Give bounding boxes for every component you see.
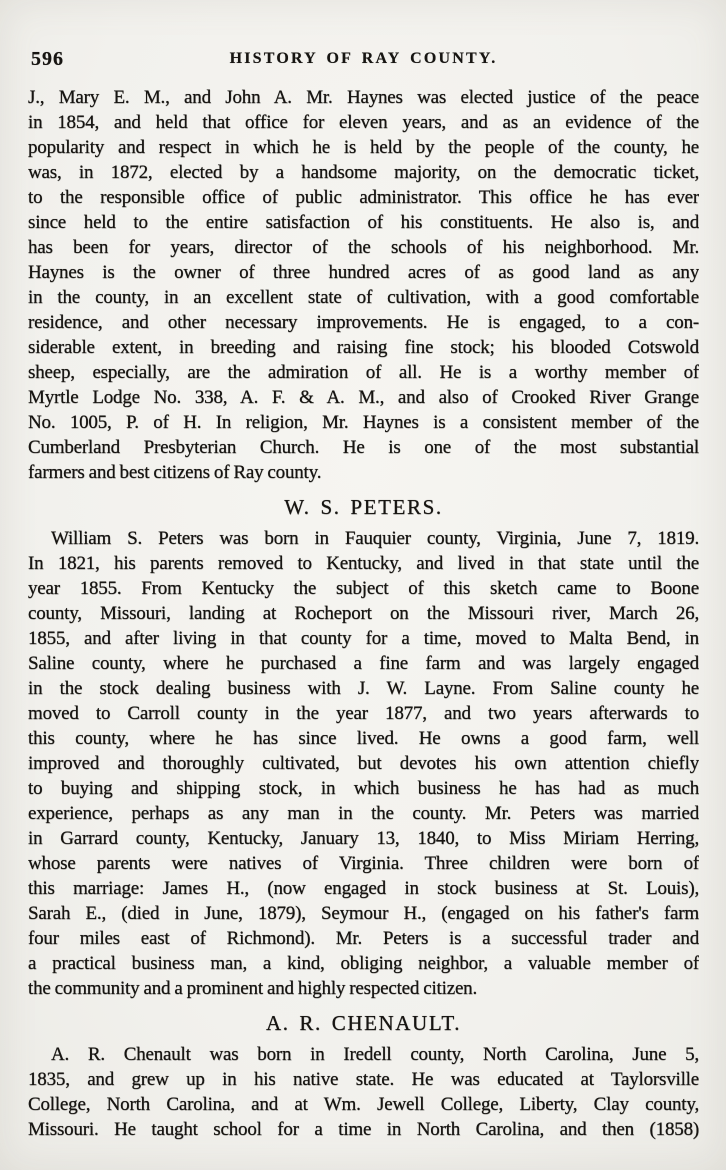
text-line: has been for years, director of the schools of his neighborhood. Mr. — [28, 237, 699, 258]
text-line: Sarah E., (died in June, 1879), Seymour H., (engaged on his father's farm — [28, 903, 699, 924]
text-line: in the county, in an excellent state of cultivation, with a good comfortable — [28, 287, 699, 308]
text-line: a practical business man, a kind, obliging neighbor, a valuable member of — [28, 953, 699, 974]
text-line: siderable extent, in breeding and raising fine stock; his blooded Cotswold — [28, 337, 699, 358]
text-line: In 1821, his parents removed to Kentucky, and lived in that state until the — [28, 553, 699, 574]
paragraph — [28, 526, 699, 1001]
text-line: the community and a prominent and highly respected citizen. — [28, 978, 478, 999]
text-line: in the stock dealing business with J. W. Layne. From Saline county he — [28, 678, 699, 699]
text-line: College, North Carolina, and at Wm. Jewell College, Liberty, Clay county, — [28, 1094, 699, 1115]
text-line: to buying and shipping stock, in which business he has had as much — [28, 778, 699, 799]
page-body — [28, 85, 699, 1142]
text-line: in Garrard county, Kentucky, January 13, 1840, to Miss Miriam Herring, — [28, 828, 699, 849]
paragraph — [28, 1042, 699, 1142]
text-line: improved and thoroughly cultivated, but devotes his own attention chiefly — [28, 753, 699, 774]
text-line: whose parents were natives of Virginia. Three children were born of — [28, 853, 699, 874]
text-line: J., Mary E. M., and John A. Mr. Haynes was elected justice of the peace — [28, 87, 699, 108]
text-line: 1855, and after living in that county for a time, moved to Malta Bend, in — [28, 628, 699, 649]
text-line: in 1854, and held that office for eleven years, and as an evidence of the — [28, 112, 699, 133]
paragraph — [28, 85, 699, 485]
text-line: Missouri. He taught school for a time in North Carolina, and then (1858) — [28, 1119, 699, 1140]
text-line: popularity and respect in which he is held by the people of the county, he — [28, 137, 699, 158]
text-line: experience, perhaps as any man in the county. Mr. Peters was married — [28, 803, 699, 824]
text-line: year 1855. From Kentucky the subject of this sketch came to Boone — [28, 578, 699, 599]
text-line: residence, and other necessary improvements. He is engaged, to a con- — [28, 312, 699, 333]
section-heading: A. R. CHENAULT. — [265, 1011, 462, 1035]
text-line: Saline county, where he purchased a fine farm and was largely engaged — [28, 653, 699, 674]
text-line: moved to Carroll county in the year 1877, and two years afterwards to — [28, 703, 699, 724]
page-number: 596 — [31, 48, 64, 70]
running-head — [28, 48, 699, 70]
text-line: 1835, and grew up in his native state. He was educated at Taylorsville — [28, 1069, 699, 1090]
section-heading: W. S. PETERS. — [284, 495, 443, 519]
text-line: William S. Peters was born in Fauquier county, Virginia, June 7, 1819. — [51, 528, 699, 549]
running-title: HISTORY OF RAY COUNTY. — [229, 50, 498, 67]
text-line: this marriage: James H., (now engaged in stock business at St. Louis), — [28, 878, 699, 899]
text-line: to the responsible office of public administrator. This office he has ever — [28, 187, 699, 208]
text-line: was, in 1872, elected by a handsome majority, on the democratic ticket, — [28, 162, 699, 183]
text-line: No. 1005, P. of H. In religion, Mr. Haynes is a consistent member of the — [28, 412, 699, 433]
text-line: Myrtle Lodge No. 338, A. F. & A. M., and also of Crooked River Grange — [28, 387, 699, 408]
text-line: Cumberland Presbyterian Church. He is one of the most substantial — [28, 437, 699, 458]
text-line: county, Missouri, landing at Rocheport on the Missouri river, March 26, — [28, 603, 699, 624]
text-line: since held to the entire satisfaction of his constituents. He also is, and — [28, 212, 699, 233]
text-line: A. R. Chenault was born in Iredell county, North Carolina, June 5, — [51, 1044, 699, 1065]
text-line: this county, where he has since lived. He owns a good farm, well — [28, 728, 699, 749]
text-line: farmers and best citizens of Ray county. — [28, 462, 322, 483]
text-line: sheep, especially, are the admiration of all. He is a worthy member of — [28, 362, 699, 383]
text-line: four miles east of Richmond). Mr. Peters is a successful trader and — [28, 928, 699, 949]
text-line: Haynes is the owner of three hundred acres of as good land as any — [28, 262, 699, 283]
